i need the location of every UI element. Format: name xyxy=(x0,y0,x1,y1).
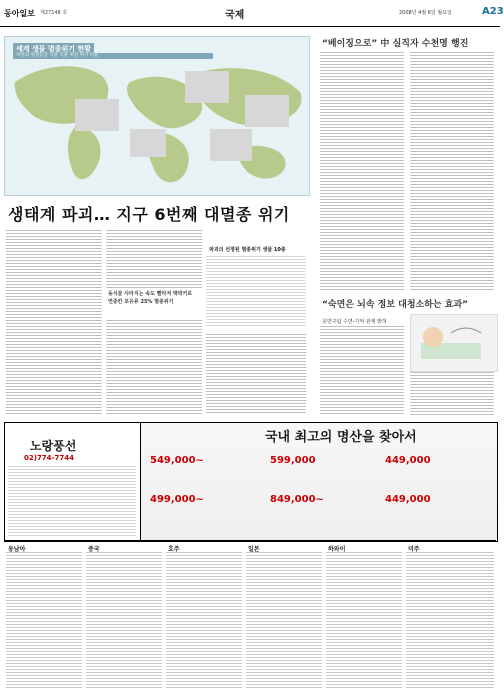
ad-price-4 xyxy=(150,494,260,510)
classified-col4-title: 일본 xyxy=(248,546,260,553)
classified-col5-list xyxy=(326,552,402,688)
ad-price-3 xyxy=(385,455,495,471)
article-text-col3 xyxy=(206,334,306,414)
right-article2-text-a xyxy=(320,326,404,416)
right-article2-title: “숙면은 뇌속 정보 대청소하는 효과” xyxy=(322,300,469,310)
ad-headline: 국내 최고의 명산을 찾아서 xyxy=(265,430,417,445)
classified-col1-title: 동남아 xyxy=(8,546,26,553)
right-article1-title: “베이징으로” 中 실직자 수천명 행진 xyxy=(322,39,469,49)
ad-brand: 노랑풍선 xyxy=(30,439,77,453)
sidebar-box-list xyxy=(206,256,306,328)
classified-col3-list xyxy=(166,552,242,688)
article-subhead: 동식물 사라지는 속도 빨라져 맥박키로 연중칸 포유류 25% 멸종위기 xyxy=(108,291,193,305)
classified-col4-list xyxy=(246,552,322,688)
right-article2-subtitle: 美연구팀 수면-기억 관계 밝혀 xyxy=(322,319,387,325)
main-headline: 생태계 파괴… 지구 6번째 대멸종 위기 xyxy=(8,205,290,224)
issue-date: 2008년 4월 6일 월요일 xyxy=(399,10,452,16)
right-article1-text-b xyxy=(410,52,494,290)
ad-price-1 xyxy=(150,455,260,471)
classified-col6-title: 미주 xyxy=(408,546,420,553)
price-value: 449,000 xyxy=(385,494,431,505)
price-value: 549,000~ xyxy=(150,455,204,466)
map-legend xyxy=(13,53,213,59)
price-value: 499,000~ xyxy=(150,494,204,505)
article-text-col2a xyxy=(106,230,202,288)
ad-price-6 xyxy=(385,494,495,510)
ad-price-2 xyxy=(270,455,380,471)
price-value: 849,000~ xyxy=(270,494,324,505)
classified-col3-title: 호주 xyxy=(168,546,180,553)
article-text-col2b xyxy=(106,320,202,414)
page-number: A23 xyxy=(482,6,504,17)
article-text-col1 xyxy=(6,230,102,414)
classified-col1-list xyxy=(6,552,82,688)
ad-phone: 02)774-7744 xyxy=(24,454,74,462)
extinction-map xyxy=(4,36,310,196)
section-name: 국제 xyxy=(225,10,245,21)
ad-left-table xyxy=(8,466,136,536)
map-legend-text: 자연의 위험등급 식물 식물 위험 위기 비율 xyxy=(16,53,99,58)
sidebar-box-title: 파괴의 선정된 멸종위기 생물 10종 xyxy=(209,247,286,253)
price-value: 449,000 xyxy=(385,455,431,466)
right-article1-text-a xyxy=(320,52,404,290)
classified-col6-list xyxy=(406,552,494,688)
price-value: 599,000 xyxy=(270,455,316,466)
illustration-sleep xyxy=(410,314,498,372)
right-article2-text-b xyxy=(410,372,494,416)
classified-col5-title: 하와이 xyxy=(328,546,346,553)
masthead: 동아일보 xyxy=(4,9,35,18)
map-title: 세계 생물 멸종위기 현황 xyxy=(13,43,94,55)
sleep-illustration-icon xyxy=(411,315,497,371)
world-map xyxy=(5,37,309,195)
issue-number: 제27148 호 xyxy=(40,10,68,16)
classified-col2-title: 중국 xyxy=(88,546,100,553)
classified-col2-list xyxy=(86,552,162,688)
ad-price-5 xyxy=(270,494,380,510)
